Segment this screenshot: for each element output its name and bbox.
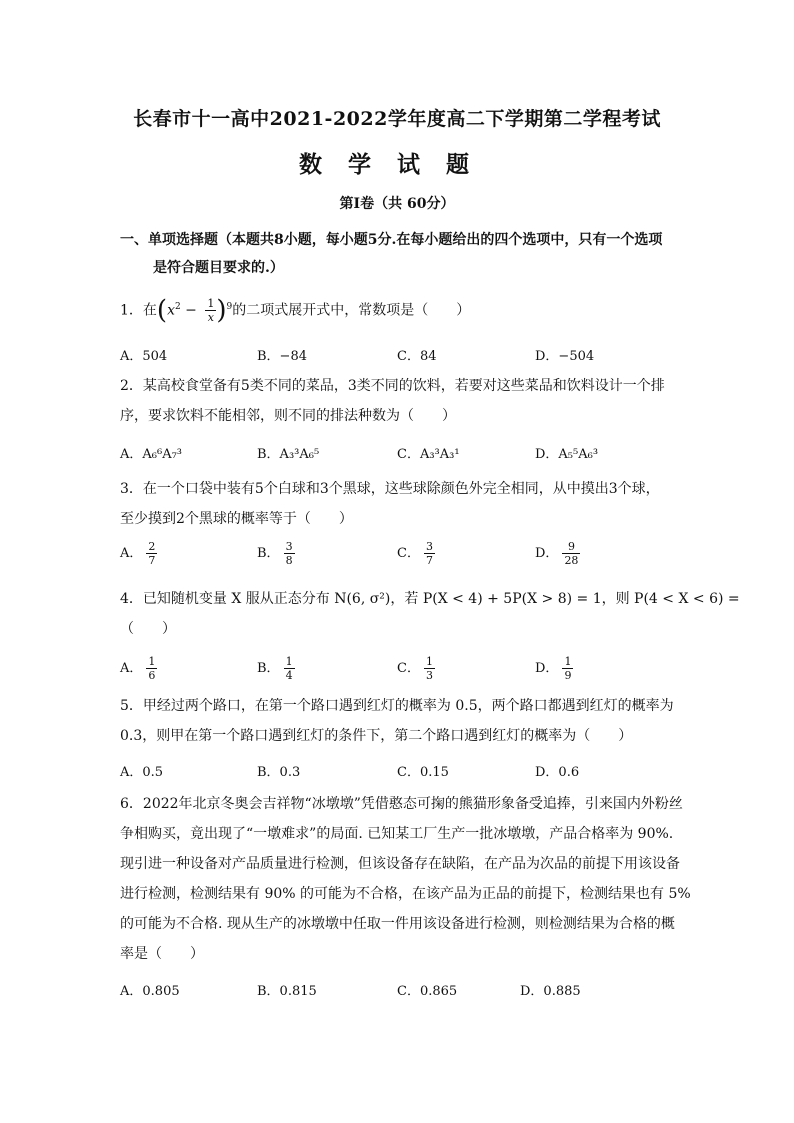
q3-option-a[interactable]: A． $\frac{2}{7}$: [120, 540, 156, 567]
q4-line-1: 4．已知随机变量 X 服从正态分布 N(6, σ²)，若 P(X < 4) + 5P(X > 8) = 1，则 P(4 < X < 6) =: [120, 591, 740, 607]
q1-x-exp: 2: [174, 302, 181, 312]
q4-option-d[interactable]: D． $\frac{1}{9}$: [535, 655, 572, 682]
q1-close-paren: ): [216, 295, 227, 326]
q1-minus: −: [180, 302, 202, 319]
question-1: [120, 292, 680, 326]
section-line-2: 是符合题目要求的.）: [153, 260, 284, 276]
question-4: [120, 584, 740, 644]
q6-line-4: 进行检测，检测结果有 90% 的可能为不合格，在该产品为正品的前提下，检测结果也有 5%: [120, 886, 691, 902]
q3-option-b[interactable]: B． $\frac{3}{8}$: [257, 540, 293, 567]
question-1-stem: [120, 292, 680, 326]
question-6-options: [120, 980, 680, 1008]
question-1-options: [120, 345, 680, 373]
q6-line-6: 率是（ ）: [120, 946, 204, 962]
q1-option-b[interactable]: B．−84: [257, 349, 307, 364]
q1-option-c[interactable]: C．84: [397, 349, 437, 364]
q6-line-5: 的可能为不合格. 现从生产的冰墩墩中任取一件用该设备进行检测，则检测结果为合格的概: [120, 916, 675, 932]
q6-line-2: 争相购买，竟出现了“一墩难求”的局面. 已知某工厂生产一批冰墩墩，产品合格率为 90%.: [120, 826, 674, 842]
q2-option-b[interactable]: B．A₃³A₆⁵: [257, 447, 320, 462]
q3-option-d[interactable]: D． $\frac{9}{28}$: [535, 540, 579, 567]
q6-line-3: 现引进一种设备对产品质量进行检测，但该设备存在缺陷，在产品为次品的前提下用该设备: [120, 856, 680, 872]
q5-option-c[interactable]: C．0.15: [397, 765, 449, 780]
q3-line-2: 至少摸到2个黑球的概率等于（ ）: [120, 511, 353, 527]
section-heading: [120, 226, 680, 282]
q6-line-1: 6．2022年北京冬奥会吉祥物“冰墩墩”凭借憨态可掬的熊猫形象备受追捧，引来国内外粉丝: [120, 796, 683, 812]
q3-line-1: 3．在一个口袋中装有5个白球和3个黑球，这些球除颜色外完全相同，从中摸出3个球，: [120, 481, 660, 497]
q3-option-c[interactable]: C． $\frac{3}{7}$: [397, 540, 433, 567]
q4-line-2: （ ）: [120, 621, 176, 637]
q1-open-paren: (: [156, 295, 168, 326]
school-title: 长春市十一高中2021-2022学年度高二下学期第二学程考试: [133, 108, 661, 130]
q2-option-c[interactable]: C．A₃³A₃¹: [397, 447, 460, 462]
question-2: [120, 371, 680, 431]
q1-option-a[interactable]: A．504: [120, 349, 168, 364]
q2-line-2: 序，要求饮料不能相邻，则不同的排法种数为（ ）: [120, 408, 456, 424]
q6-option-a[interactable]: A．0.805: [120, 984, 180, 999]
volume-label: 第Ⅰ卷（共 60分）: [339, 196, 455, 212]
question-3: [120, 474, 680, 534]
q6-option-c[interactable]: C．0.865: [397, 984, 458, 999]
q2-option-a[interactable]: A．A₆⁶A₇³: [120, 447, 183, 462]
q2-line-1: 2．某高校食堂备有5类不同的菜品，3类不同的饮料，若要对这些菜品和饮料设计一个排: [120, 378, 665, 394]
question-2-options: [120, 443, 680, 471]
q5-option-d[interactable]: D．0.6: [535, 765, 580, 780]
q1-option-d[interactable]: D．−504: [535, 349, 595, 364]
q4-option-b[interactable]: B． $\frac{1}{4}$: [257, 655, 293, 682]
section-line-1: 一、单项选择题（本题共8小题，每小题5分.在每小题给出的四个选项中，只有一个选项: [120, 232, 663, 248]
q1-suffix: 的二项式展开式中，常数项是（ ）: [232, 302, 471, 319]
q1-prefix: 1．在: [120, 302, 157, 319]
q5-option-a[interactable]: A．0.5: [120, 765, 164, 780]
q6-option-d[interactable]: D．0.885: [520, 984, 581, 999]
question-5: [120, 691, 680, 751]
q4-option-a[interactable]: A． $\frac{1}{6}$: [120, 655, 156, 682]
q1-x: x: [167, 302, 175, 319]
q4-option-c[interactable]: C． $\frac{1}{3}$: [397, 655, 433, 682]
question-5-options: [120, 761, 680, 789]
question-3-options: [120, 540, 680, 568]
q5-line-1: 5．甲经过两个路口，在第一个路口遇到红灯的概率为 0.5，两个路口都遇到红灯的概率为: [120, 698, 674, 714]
q2-option-d[interactable]: D．A₅⁵A₆³: [535, 447, 599, 462]
subject-title: 数学试题: [299, 151, 495, 178]
q6-option-b[interactable]: B．0.815: [257, 984, 317, 999]
question-4-options: [120, 655, 680, 683]
q5-option-b[interactable]: B．0.3: [257, 765, 301, 780]
question-6: [120, 789, 691, 969]
q1-fraction: $\frac{1}{x}$: [207, 297, 215, 325]
q5-line-2: 0.3，则甲在第一个路口遇到红灯的条件下，第二个路口遇到红灯的概率为（ ）: [120, 728, 633, 744]
q1-outer-exp: 9: [226, 302, 233, 312]
